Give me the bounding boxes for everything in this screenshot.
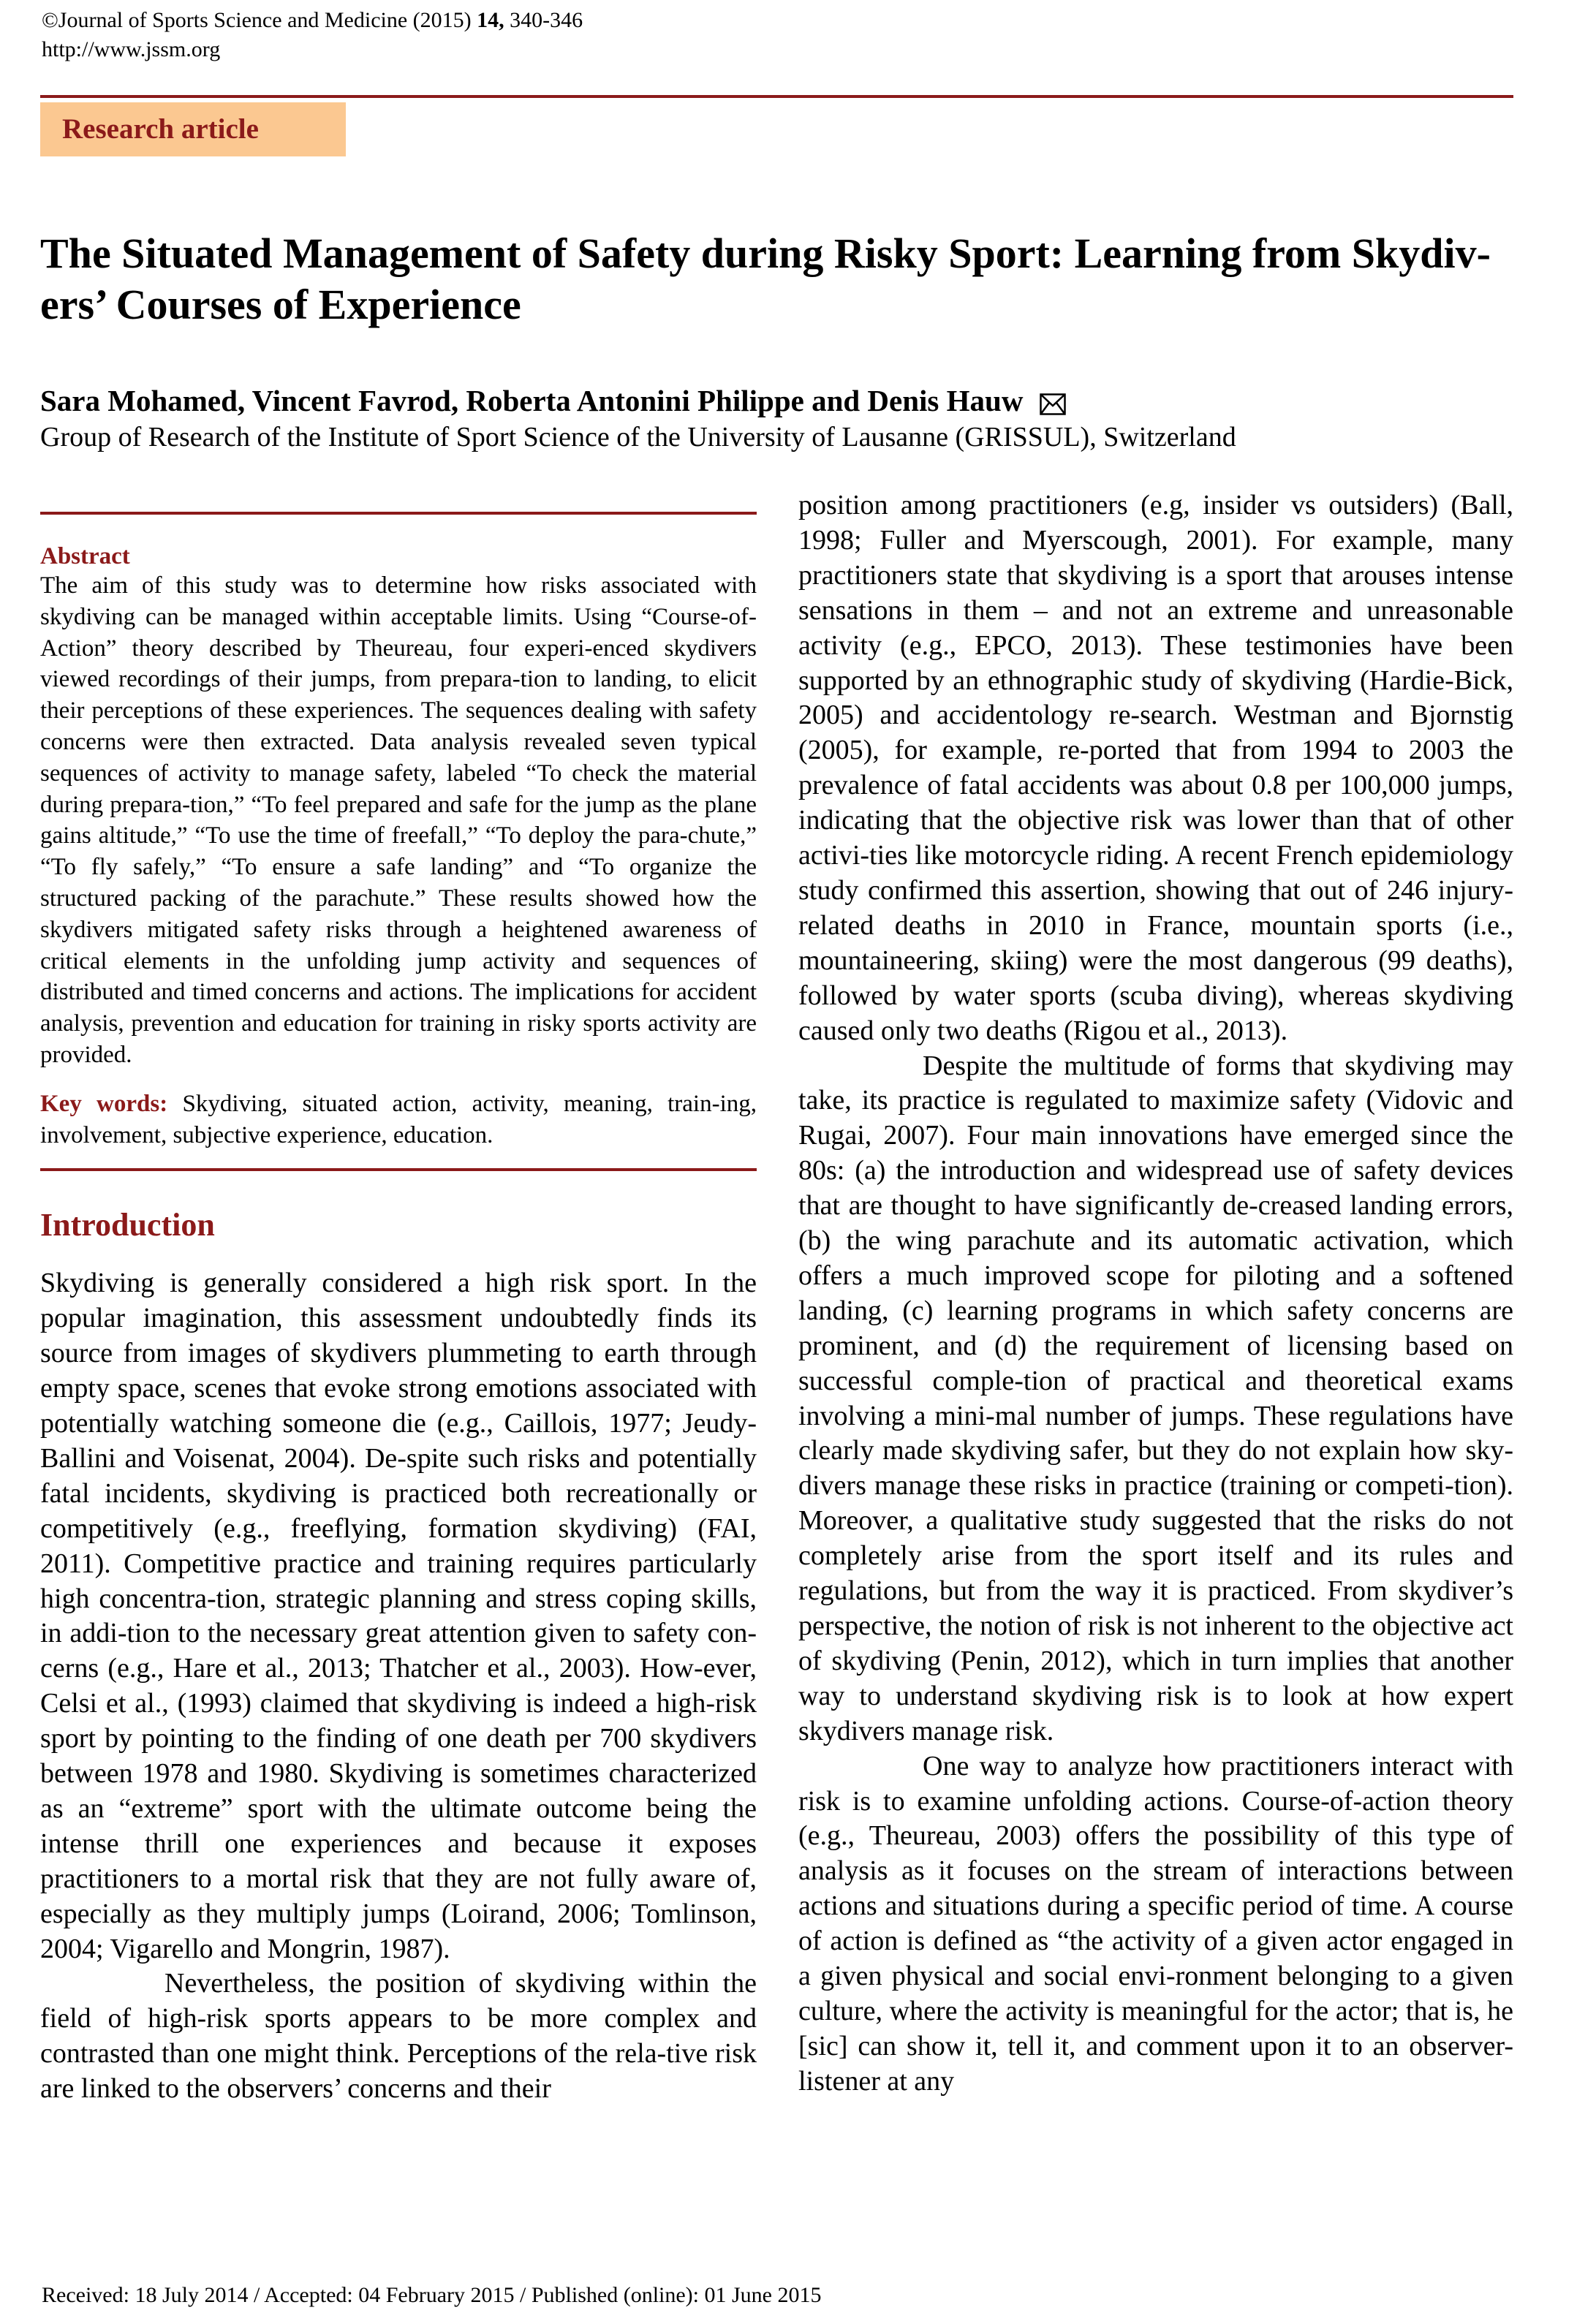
article-type-badge: Research article: [40, 102, 346, 156]
intro-paragraph-2: Nevertheless, the position of skydiving within the field of high-risk sports appears to be more complex and contrasted than one might think. Perceptions of the rela-tive risk are linked to the observers’ concerns and their: [40, 1968, 757, 2105]
right-column: [798, 488, 1513, 2099]
keywords-text: Skydiving, situated action, activity, meaning, train-ing, involvement, subjective experience, education.: [40, 1090, 757, 1148]
journal-header: [42, 6, 583, 64]
article-title: The Situated Management of Safety during Risky Sport: Learning from Skydiv-ers’ Courses of Experience: [40, 230, 1491, 328]
abstract-text: The aim of this study was to determine how risks associated with skydiving can be managed within acceptable limits. Using “Course-of-Action” theory described by Theureau, four experi-enced skydivers viewed recordings of their jumps, from prepara-tion to landing, to elicit their perceptions of these experiences. The sequences dealing with safety concerns were then extracted. Data analysis revealed seven typical sequences of activity to manage safety, labeled “To check the material during prepara-tion,” “To feel prepared and safe for the jump as the plane gains altitude,” “To use the time of freefall,” “To deploy the para-chute,” “To fly safely,” “To ensure a safe landing” and “To organize the structured packing of the parachute.” These results showed how the skydivers mitigated safety risks through a heightened awareness of critical elements in the unfolding jump activity and sequences of distributed and timed concerns and actions. The implications for accident analysis, prevention and education for training in risky sports activity are provided.: [40, 572, 757, 1068]
journal-url[interactable]: http://www.jssm.org: [42, 37, 221, 61]
affiliation: Group of Research of the Institute of Sport Science of the University of Lausanne (GRISSUL), Switzerland: [40, 422, 1236, 453]
author-names: Sara Mohamed, Vincent Favrod, Roberta Antonini Philippe and Denis Hauw: [40, 384, 1024, 417]
intro-paragraph-3: position among practitioners (e.g, insider vs outsiders) (Ball, 1998; Fuller and Myerscough, 2001). For example, many practitioners state that skydiving is a sport that arouses intense sensations in them – and not an extreme and unreasonable activity (e.g., EPCO, 2013). These testimonies have been supported by an ethnographic study of skydiving (Hardie-Bick, 2005) and accidentology re-search. Westman and Bjornstig (2005), for example, re-ported that from 1994 to 2003 the prevalence of fatal accidents was about 0.8 per 100,000 jumps, indicating that the objective risk was lower than that of other activi-ties like motorcycle riding. A recent French epidemiology study confirmed this assertion, showing that out of 246 injury-related deaths in 2010 in France, mountain sports (i.e., mountaineering, skiing) were the most dangerous (99 deaths), followed by water sports (scuba diving), whereas skydiving caused only two deaths (Rigou et al., 2013).: [798, 490, 1513, 1046]
keywords-label: Key words:: [40, 1090, 168, 1117]
intro-paragraph-4: Despite the multitude of forms that skydiving may take, its practice is regulated to maximize safety (Vidovic and Rugai, 2007). Four main innovations have emerged since the 80s: (a) the introduction and widespread use of safety devices that are thought to have significantly de-creased landing errors, (b) the wing parachute and its automatic activation, which offers a much improved scope for piloting and a softened landing, (c) learning programs in which safety concerns are prominent, and (d) the requirement of licensing based on successful comple-tion of practical and theoretical exams involving a mini-mal number of jumps. These regulations have clearly made skydiving safer, but they do not explain how sky-divers manage these risks in practice (training or competi-tion). Moreover, a qualitative study suggested that the risks do not completely arise from the sport itself and its rules and regulations, but from the way it is practiced. From skydiver’s perspective, the notion of risk is not inherent to the objective act of skydiving (Penin, 2012), which in turn implies that another way to understand skydiving risk is to look at how expert skydivers manage risk.: [798, 1050, 1513, 1746]
abstract-bottom-divider: [40, 1168, 757, 1171]
citation-line: ©Journal of Sports Science and Medicine (2015) 14, 340-346: [42, 8, 583, 32]
publication-dates: Received: 18 July 2014 / Accepted: 04 February 2015 / Published (online): 01 June 2015: [42, 2283, 822, 2307]
introduction-heading: Introduction: [40, 1207, 215, 1243]
abstract-top-divider: [40, 512, 757, 515]
abstract-heading: Abstract: [40, 543, 130, 569]
header-divider: [40, 95, 1513, 98]
intro-paragraph-1: Skydiving is generally considered a high risk sport. In the popular imagination, this assessment undoubtedly finds its source from images of skydivers plummeting to earth through empty space, scenes that evoke strong emotions associated with potentially watching someone die (e.g., Caillois, 1977; Jeudy-Ballini and Voisenat, 2004). De-spite such risks and potentially fatal incidents, skydiving is practiced both recreationally or competitively (e.g., freeflying, formation skydiving) (FAI, 2011). Competitive practice and training requires particularly high concentra-tion, strategic planning and stress coping skills, in addi-tion to the necessary great attention given to safety con-cerns (e.g., Hare et al., 2013; Thatcher et al., 2003). How-ever, Celsi et al., (1993) claimed that skydiving is indeed a high-risk sport by pointing to the finding of one death per 700 skydivers between 1978 and 1980. Skydiving is sometimes characterized as an “extreme” sport with the ultimate outcome being the intense thrill one experiences and because it exposes practitioners to a mortal risk that they are not fully aware of, especially as they multiply jumps (Loirand, 2006; Tomlinson, 2004; Vigarello and Mongrin, 1987).: [40, 1268, 757, 1964]
left-column: [40, 512, 757, 2107]
keywords: [40, 1088, 757, 1151]
intro-paragraph-5: One way to analyze how practitioners interact with risk is to examine unfolding actions. Course-of-action theory (e.g., Theureau, 2003) offers the possibility of this type of analysis as it focuses on the stream of interactions between actions and situations during a specific period of time. A course of action is defined as “the activity of a given actor engaged in a given physical and social envi-ronment belonging to a given culture, where the activity is meaningful for the actor; that is, he [sic] can show it, tell it, and comment upon it to an observer-listener at any: [798, 1750, 1513, 2097]
